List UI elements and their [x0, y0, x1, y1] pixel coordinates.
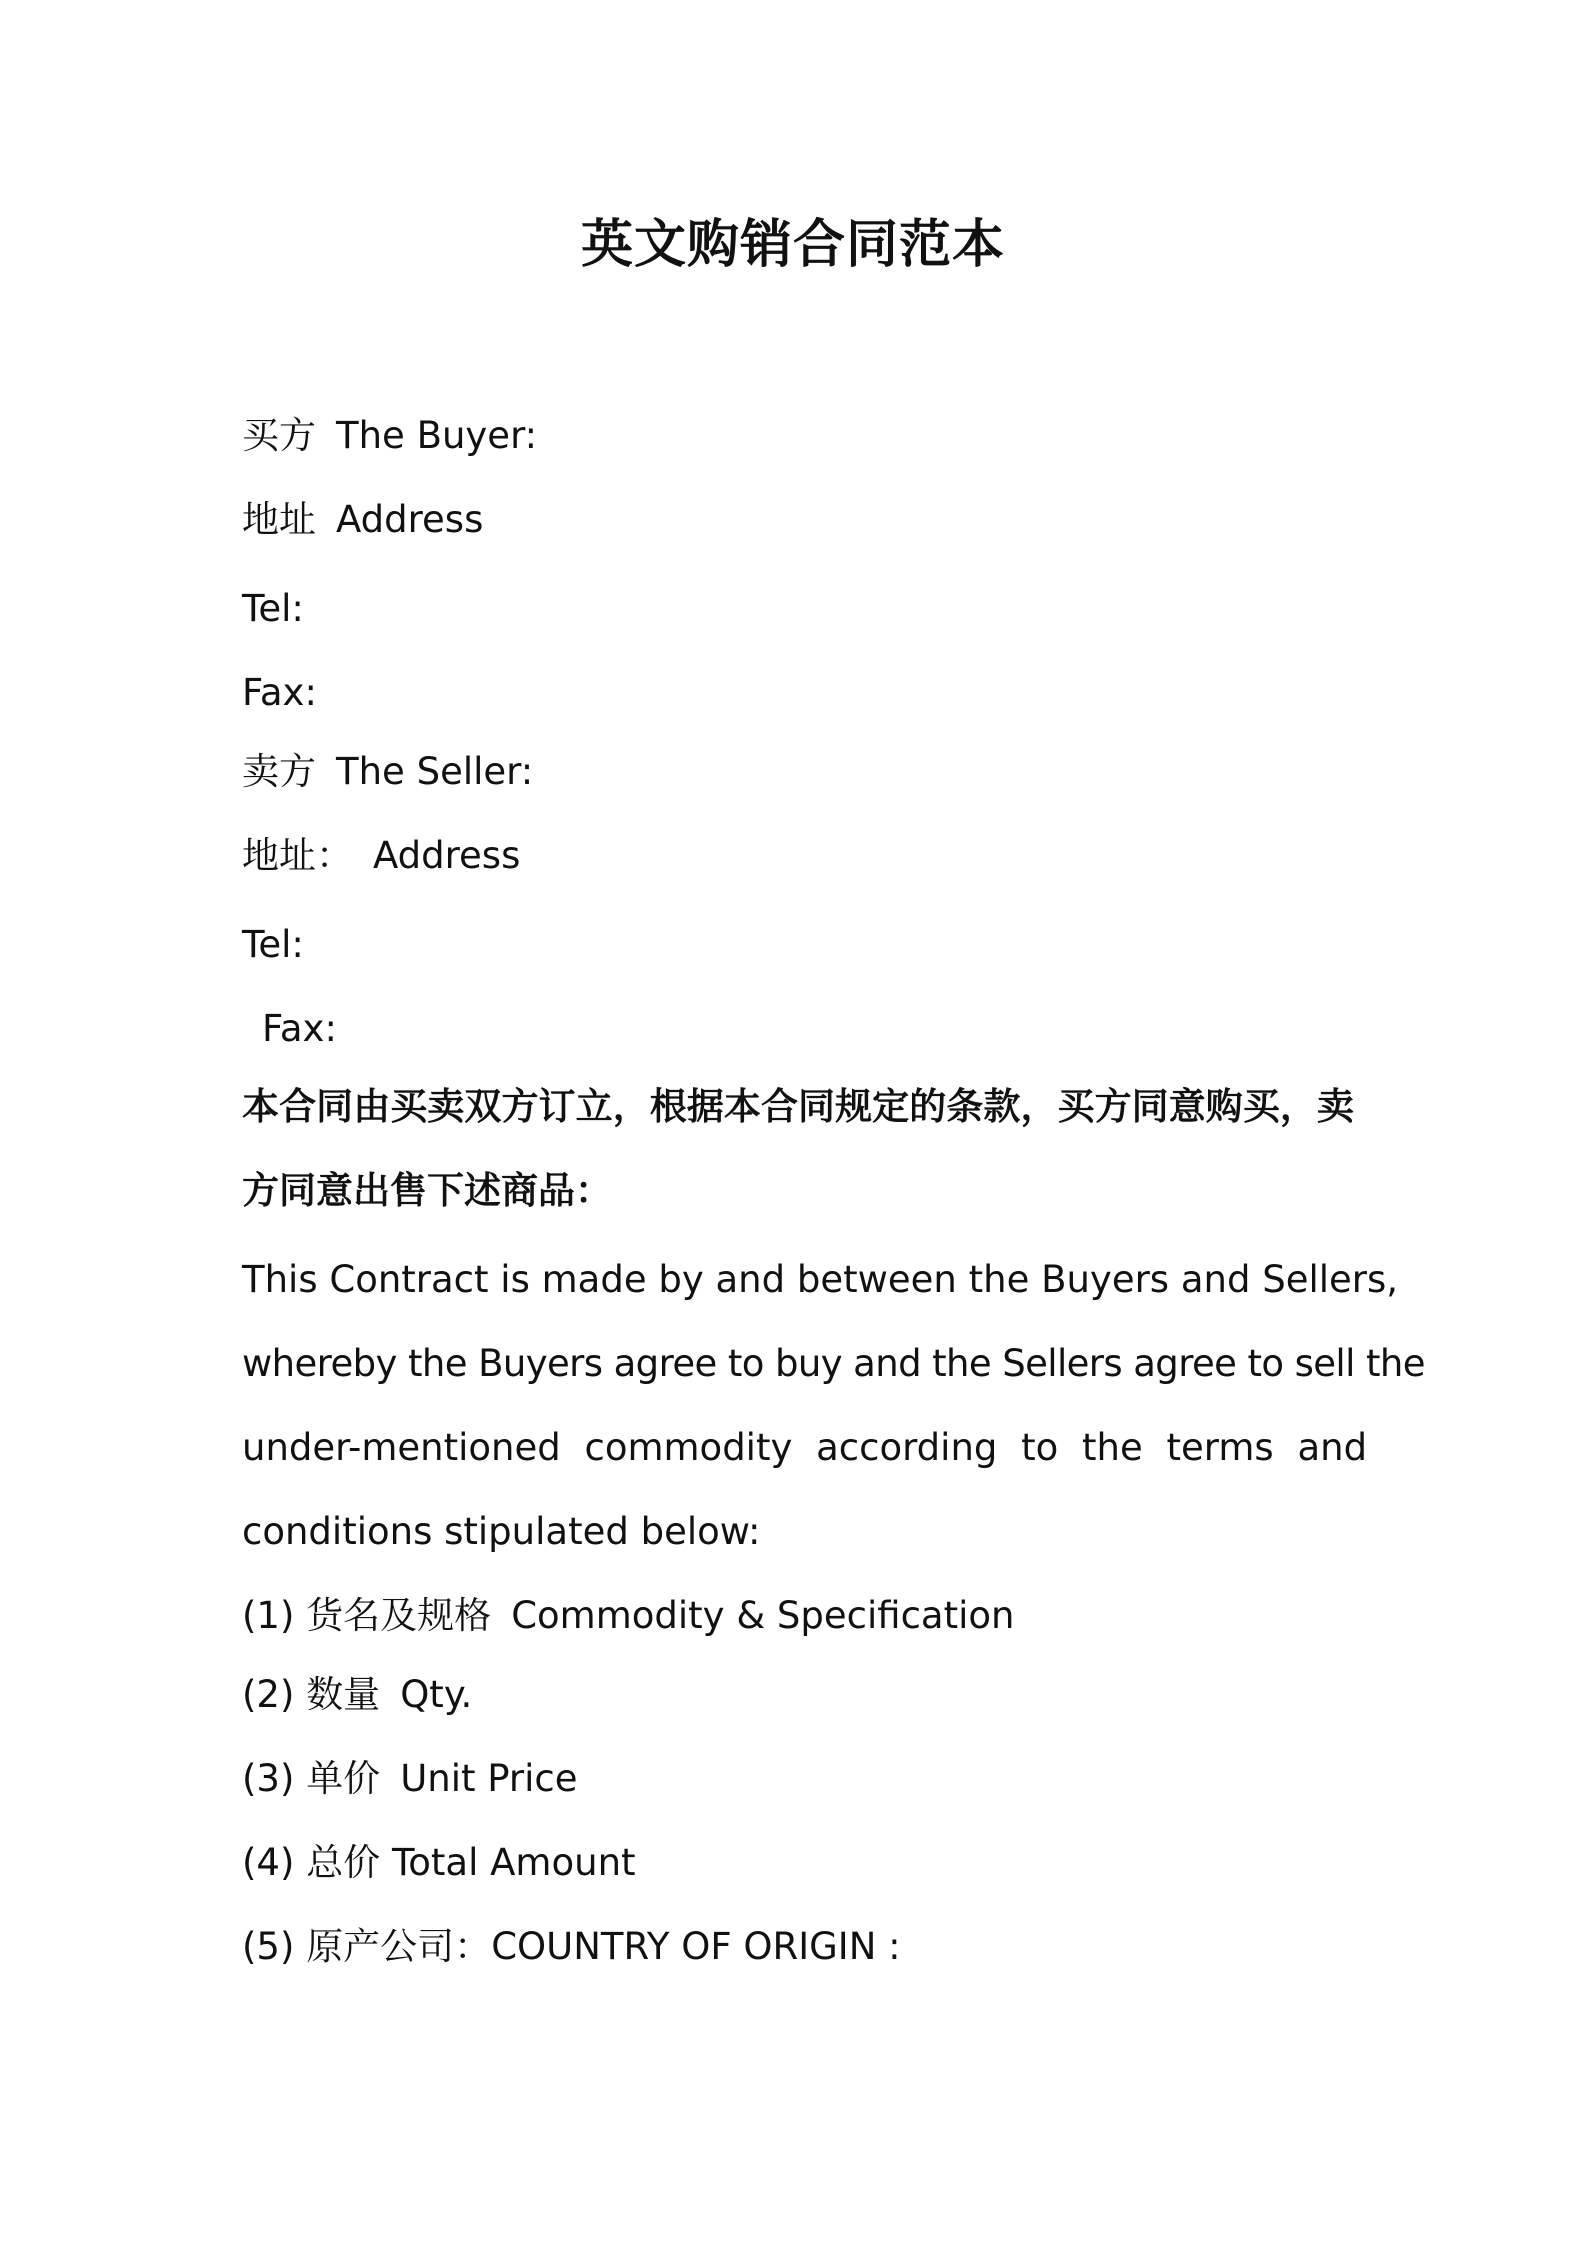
- buyer-address-line: [242, 494, 483, 546]
- item-label-en: Unit Price: [400, 1757, 578, 1800]
- seller-tel: Tel:: [242, 923, 304, 966]
- item-total-amount: [242, 1837, 636, 1889]
- item-commodity: [242, 1590, 1014, 1642]
- item-label-en: Qty.: [400, 1673, 473, 1716]
- intro-en-line-2: whereby the Buyers agree to buy and the Sellers agree to sell the: [242, 1342, 1425, 1385]
- seller-address-cn: 地址：: [242, 834, 353, 877]
- seller-address-en: Address: [373, 834, 521, 877]
- intro-en-line-1: This Contract is made by and between the Buyers and Sellers,: [242, 1258, 1399, 1301]
- intro-en-line-3: under-mentioned commodity according to the terms and: [242, 1426, 1368, 1469]
- buyer-tel: Tel:: [242, 587, 304, 630]
- seller-line: [242, 746, 533, 798]
- item-unit-price: [242, 1753, 578, 1805]
- item-label-cn: 原产公司：: [306, 1925, 492, 1968]
- buyer-address-cn: 地址: [242, 498, 316, 541]
- buyer-label-en: The Buyer:: [336, 414, 538, 457]
- item-label-cn: 数量: [306, 1673, 381, 1716]
- item-number: (3): [242, 1757, 295, 1800]
- document-title: 英文购销合同范本: [580, 215, 1005, 275]
- buyer-line: [242, 410, 537, 462]
- seller-label-en: The Seller:: [336, 750, 534, 793]
- seller-label-cn: 卖方: [242, 750, 316, 793]
- item-label-cn: 总价: [306, 1841, 381, 1884]
- buyer-label-cn: 买方: [242, 414, 316, 457]
- buyer-address-en: Address: [336, 498, 484, 541]
- intro-en-line-4: conditions stipulated below:: [242, 1510, 761, 1553]
- item-number: (5): [242, 1925, 295, 1968]
- intro-cn-line-2: 方同意出售下述商品：: [242, 1169, 612, 1212]
- intro-cn-line-1: 本合同由买卖双方订立，根据本合同规定的条款，买方同意购买，卖: [242, 1085, 1354, 1128]
- item-qty: [242, 1669, 472, 1721]
- seller-fax: Fax:: [262, 1007, 337, 1050]
- item-label-en: COUNTRY OF ORIGIN :: [491, 1925, 901, 1968]
- buyer-fax: Fax:: [242, 671, 317, 714]
- item-number: (1): [242, 1594, 295, 1637]
- item-label-cn: 单价: [306, 1757, 381, 1800]
- item-label-en: Total Amount: [391, 1841, 636, 1884]
- item-label-en: Commodity & Specification: [511, 1594, 1015, 1637]
- seller-address-line: [242, 830, 520, 882]
- item-label-cn: 货名及规格: [306, 1594, 492, 1637]
- item-country-of-origin: [242, 1921, 901, 1973]
- item-number: (2): [242, 1673, 295, 1716]
- item-number: (4): [242, 1841, 295, 1884]
